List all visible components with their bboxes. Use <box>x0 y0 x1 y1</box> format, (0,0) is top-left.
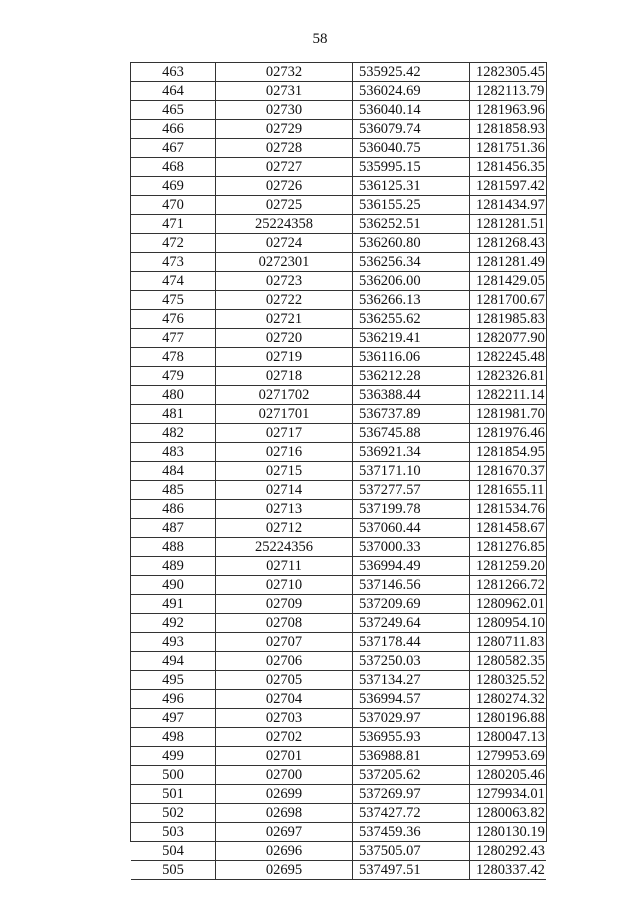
row-number-cell: 467 <box>131 139 216 158</box>
x-coordinate-cell: 536206.00 <box>353 272 470 291</box>
point-id-cell: 02696 <box>216 842 353 861</box>
table-row <box>131 158 546 177</box>
point-id-cell: 02717 <box>216 424 353 443</box>
point-id-cell: 02703 <box>216 709 353 728</box>
x-coordinate-cell: 536155.25 <box>353 196 470 215</box>
row-number-cell: 472 <box>131 234 216 253</box>
x-coordinate-cell: 537205.62 <box>353 766 470 785</box>
point-id-cell: 02701 <box>216 747 353 766</box>
point-id-cell: 25224356 <box>216 538 353 557</box>
y-coordinate-cell: 1281985.83 <box>470 310 547 329</box>
point-id-cell: 02709 <box>216 595 353 614</box>
point-id-cell: 02719 <box>216 348 353 367</box>
row-number-cell: 473 <box>131 253 216 272</box>
y-coordinate-cell: 1281751.36 <box>470 139 547 158</box>
y-coordinate-cell: 1280047.13 <box>470 728 547 747</box>
table-row <box>131 690 546 709</box>
table-row <box>131 120 546 139</box>
x-coordinate-cell: 536745.88 <box>353 424 470 443</box>
point-id-cell: 02706 <box>216 652 353 671</box>
table-row <box>131 500 546 519</box>
y-coordinate-cell: 1281259.20 <box>470 557 547 576</box>
row-number-cell: 494 <box>131 652 216 671</box>
row-number-cell: 501 <box>131 785 216 804</box>
point-id-cell: 02724 <box>216 234 353 253</box>
row-number-cell: 468 <box>131 158 216 177</box>
point-id-cell: 02730 <box>216 101 353 120</box>
x-coordinate-cell: 537060.44 <box>353 519 470 538</box>
row-number-cell: 489 <box>131 557 216 576</box>
y-coordinate-cell: 1280196.88 <box>470 709 547 728</box>
row-number-cell: 485 <box>131 481 216 500</box>
table-row <box>131 329 546 348</box>
table-row <box>131 861 546 880</box>
table-row <box>131 462 546 481</box>
x-coordinate-cell: 536040.75 <box>353 139 470 158</box>
y-coordinate-cell: 1280205.46 <box>470 766 547 785</box>
point-id-cell: 02711 <box>216 557 353 576</box>
row-number-cell: 488 <box>131 538 216 557</box>
point-id-cell: 02698 <box>216 804 353 823</box>
point-id-cell: 0271702 <box>216 386 353 405</box>
table-row <box>131 804 546 823</box>
y-coordinate-cell: 1281655.11 <box>470 481 547 500</box>
y-coordinate-cell: 1282245.48 <box>470 348 547 367</box>
table-row <box>131 766 546 785</box>
point-id-cell: 0272301 <box>216 253 353 272</box>
table-row <box>131 348 546 367</box>
y-coordinate-cell: 1281456.35 <box>470 158 547 177</box>
table-row <box>131 177 546 196</box>
x-coordinate-cell: 536116.06 <box>353 348 470 367</box>
row-number-cell: 483 <box>131 443 216 462</box>
x-coordinate-cell: 536252.51 <box>353 215 470 234</box>
x-coordinate-cell: 536994.49 <box>353 557 470 576</box>
table-row <box>131 367 546 386</box>
coordinates-table <box>131 63 546 880</box>
y-coordinate-cell: 1280954.10 <box>470 614 547 633</box>
table-row <box>131 652 546 671</box>
row-number-cell: 464 <box>131 82 216 101</box>
x-coordinate-cell: 537459.36 <box>353 823 470 842</box>
point-id-cell: 02708 <box>216 614 353 633</box>
table-row <box>131 253 546 272</box>
table-row <box>131 614 546 633</box>
y-coordinate-cell: 1282305.45 <box>470 63 547 82</box>
point-id-cell: 02726 <box>216 177 353 196</box>
row-number-cell: 486 <box>131 500 216 519</box>
point-id-cell: 25224358 <box>216 215 353 234</box>
row-number-cell: 493 <box>131 633 216 652</box>
y-coordinate-cell: 1280325.52 <box>470 671 547 690</box>
y-coordinate-cell: 1279934.01 <box>470 785 547 804</box>
table-row <box>131 405 546 424</box>
table-row <box>131 842 546 861</box>
x-coordinate-cell: 536955.93 <box>353 728 470 747</box>
row-number-cell: 503 <box>131 823 216 842</box>
table-row <box>131 747 546 766</box>
page-number: 58 <box>312 31 328 47</box>
point-id-cell: 02712 <box>216 519 353 538</box>
x-coordinate-cell: 536988.81 <box>353 747 470 766</box>
y-coordinate-cell: 1282326.81 <box>470 367 547 386</box>
x-coordinate-cell: 537178.44 <box>353 633 470 652</box>
coordinates-table-body <box>131 63 546 880</box>
y-coordinate-cell: 1281858.93 <box>470 120 547 139</box>
row-number-cell: 477 <box>131 329 216 348</box>
row-number-cell: 465 <box>131 101 216 120</box>
point-id-cell: 02700 <box>216 766 353 785</box>
y-coordinate-cell: 1281281.51 <box>470 215 547 234</box>
row-number-cell: 482 <box>131 424 216 443</box>
row-number-cell: 470 <box>131 196 216 215</box>
table-row <box>131 728 546 747</box>
y-coordinate-cell: 1281534.76 <box>470 500 547 519</box>
x-coordinate-cell: 536255.62 <box>353 310 470 329</box>
row-number-cell: 466 <box>131 120 216 139</box>
x-coordinate-cell: 537146.56 <box>353 576 470 595</box>
y-coordinate-cell: 1282077.90 <box>470 329 547 348</box>
row-number-cell: 504 <box>131 842 216 861</box>
table-row <box>131 557 546 576</box>
table-row <box>131 310 546 329</box>
row-number-cell: 496 <box>131 690 216 709</box>
point-id-cell: 02714 <box>216 481 353 500</box>
point-id-cell: 02713 <box>216 500 353 519</box>
point-id-cell: 02704 <box>216 690 353 709</box>
y-coordinate-cell: 1280130.19 <box>470 823 547 842</box>
x-coordinate-cell: 537134.27 <box>353 671 470 690</box>
row-number-cell: 484 <box>131 462 216 481</box>
point-id-cell: 02707 <box>216 633 353 652</box>
point-id-cell: 02727 <box>216 158 353 177</box>
x-coordinate-cell: 536921.34 <box>353 443 470 462</box>
y-coordinate-cell: 1279953.69 <box>470 747 547 766</box>
row-number-cell: 475 <box>131 291 216 310</box>
table-row <box>131 424 546 443</box>
table-row <box>131 196 546 215</box>
x-coordinate-cell: 537497.51 <box>353 861 470 880</box>
point-id-cell: 02729 <box>216 120 353 139</box>
row-number-cell: 491 <box>131 595 216 614</box>
y-coordinate-cell: 1281434.97 <box>470 196 547 215</box>
x-coordinate-cell: 537505.07 <box>353 842 470 861</box>
row-number-cell: 479 <box>131 367 216 386</box>
point-id-cell: 02697 <box>216 823 353 842</box>
point-id-cell: 02702 <box>216 728 353 747</box>
row-number-cell: 499 <box>131 747 216 766</box>
y-coordinate-cell: 1281981.70 <box>470 405 547 424</box>
y-coordinate-cell: 1281963.96 <box>470 101 547 120</box>
y-coordinate-cell: 1281976.46 <box>470 424 547 443</box>
table-row <box>131 671 546 690</box>
row-number-cell: 469 <box>131 177 216 196</box>
table-row <box>131 272 546 291</box>
point-id-cell: 02710 <box>216 576 353 595</box>
table-row <box>131 386 546 405</box>
point-id-cell: 02705 <box>216 671 353 690</box>
table-row <box>131 234 546 253</box>
table-row <box>131 595 546 614</box>
row-number-cell: 471 <box>131 215 216 234</box>
row-number-cell: 487 <box>131 519 216 538</box>
x-coordinate-cell: 536079.74 <box>353 120 470 139</box>
table-row <box>131 101 546 120</box>
x-coordinate-cell: 536266.13 <box>353 291 470 310</box>
y-coordinate-cell: 1281268.43 <box>470 234 547 253</box>
y-coordinate-cell: 1280582.35 <box>470 652 547 671</box>
table-row <box>131 709 546 728</box>
y-coordinate-cell: 1281429.05 <box>470 272 547 291</box>
row-number-cell: 497 <box>131 709 216 728</box>
table-row <box>131 785 546 804</box>
y-coordinate-cell: 1280962.01 <box>470 595 547 614</box>
y-coordinate-cell: 1280337.42 <box>470 861 547 880</box>
y-coordinate-cell: 1281700.67 <box>470 291 547 310</box>
table-row <box>131 481 546 500</box>
x-coordinate-cell: 537249.64 <box>353 614 470 633</box>
y-coordinate-cell: 1281670.37 <box>470 462 547 481</box>
table-row <box>131 633 546 652</box>
table-row <box>131 538 546 557</box>
x-coordinate-cell: 536388.44 <box>353 386 470 405</box>
row-number-cell: 498 <box>131 728 216 747</box>
table-row <box>131 576 546 595</box>
x-coordinate-cell: 537269.97 <box>353 785 470 804</box>
row-number-cell: 474 <box>131 272 216 291</box>
y-coordinate-cell: 1280711.83 <box>470 633 547 652</box>
x-coordinate-cell: 537209.69 <box>353 595 470 614</box>
point-id-cell: 02721 <box>216 310 353 329</box>
y-coordinate-cell: 1280063.82 <box>470 804 547 823</box>
y-coordinate-cell: 1281458.67 <box>470 519 547 538</box>
x-coordinate-cell: 535995.15 <box>353 158 470 177</box>
x-coordinate-cell: 537250.03 <box>353 652 470 671</box>
row-number-cell: 500 <box>131 766 216 785</box>
y-coordinate-cell: 1281854.95 <box>470 443 547 462</box>
table-row <box>131 519 546 538</box>
point-id-cell: 02715 <box>216 462 353 481</box>
x-coordinate-cell: 536125.31 <box>353 177 470 196</box>
point-id-cell: 02723 <box>216 272 353 291</box>
x-coordinate-cell: 537427.72 <box>353 804 470 823</box>
y-coordinate-cell: 1282211.14 <box>470 386 547 405</box>
x-coordinate-cell: 536040.14 <box>353 101 470 120</box>
row-number-cell: 480 <box>131 386 216 405</box>
row-number-cell: 495 <box>131 671 216 690</box>
coordinates-table-frame <box>130 62 547 878</box>
table-row <box>131 215 546 234</box>
y-coordinate-cell: 1280292.43 <box>470 842 547 861</box>
x-coordinate-cell: 536737.89 <box>353 405 470 424</box>
table-row <box>131 82 546 101</box>
x-coordinate-cell: 536219.41 <box>353 329 470 348</box>
y-coordinate-cell: 1281266.72 <box>470 576 547 595</box>
y-coordinate-cell: 1280274.32 <box>470 690 547 709</box>
point-id-cell: 02699 <box>216 785 353 804</box>
table-row <box>131 63 546 82</box>
point-id-cell: 02722 <box>216 291 353 310</box>
point-id-cell: 02720 <box>216 329 353 348</box>
row-number-cell: 502 <box>131 804 216 823</box>
point-id-cell: 02732 <box>216 63 353 82</box>
x-coordinate-cell: 536024.69 <box>353 82 470 101</box>
table-row <box>131 443 546 462</box>
x-coordinate-cell: 536212.28 <box>353 367 470 386</box>
x-coordinate-cell: 536260.80 <box>353 234 470 253</box>
point-id-cell: 02725 <box>216 196 353 215</box>
x-coordinate-cell: 536994.57 <box>353 690 470 709</box>
point-id-cell: 02728 <box>216 139 353 158</box>
y-coordinate-cell: 1281281.49 <box>470 253 547 272</box>
table-row <box>131 823 546 842</box>
x-coordinate-cell: 537277.57 <box>353 481 470 500</box>
row-number-cell: 478 <box>131 348 216 367</box>
point-id-cell: 02731 <box>216 82 353 101</box>
y-coordinate-cell: 1281276.85 <box>470 538 547 557</box>
point-id-cell: 02695 <box>216 861 353 880</box>
table-row <box>131 139 546 158</box>
x-coordinate-cell: 537000.33 <box>353 538 470 557</box>
y-coordinate-cell: 1282113.79 <box>470 82 547 101</box>
row-number-cell: 505 <box>131 861 216 880</box>
row-number-cell: 476 <box>131 310 216 329</box>
x-coordinate-cell: 537199.78 <box>353 500 470 519</box>
row-number-cell: 490 <box>131 576 216 595</box>
x-coordinate-cell: 537171.10 <box>353 462 470 481</box>
x-coordinate-cell: 537029.97 <box>353 709 470 728</box>
row-number-cell: 492 <box>131 614 216 633</box>
x-coordinate-cell: 535925.42 <box>353 63 470 82</box>
row-number-cell: 463 <box>131 63 216 82</box>
y-coordinate-cell: 1281597.42 <box>470 177 547 196</box>
row-number-cell: 481 <box>131 405 216 424</box>
point-id-cell: 02718 <box>216 367 353 386</box>
table-row <box>131 291 546 310</box>
point-id-cell: 02716 <box>216 443 353 462</box>
point-id-cell: 0271701 <box>216 405 353 424</box>
x-coordinate-cell: 536256.34 <box>353 253 470 272</box>
